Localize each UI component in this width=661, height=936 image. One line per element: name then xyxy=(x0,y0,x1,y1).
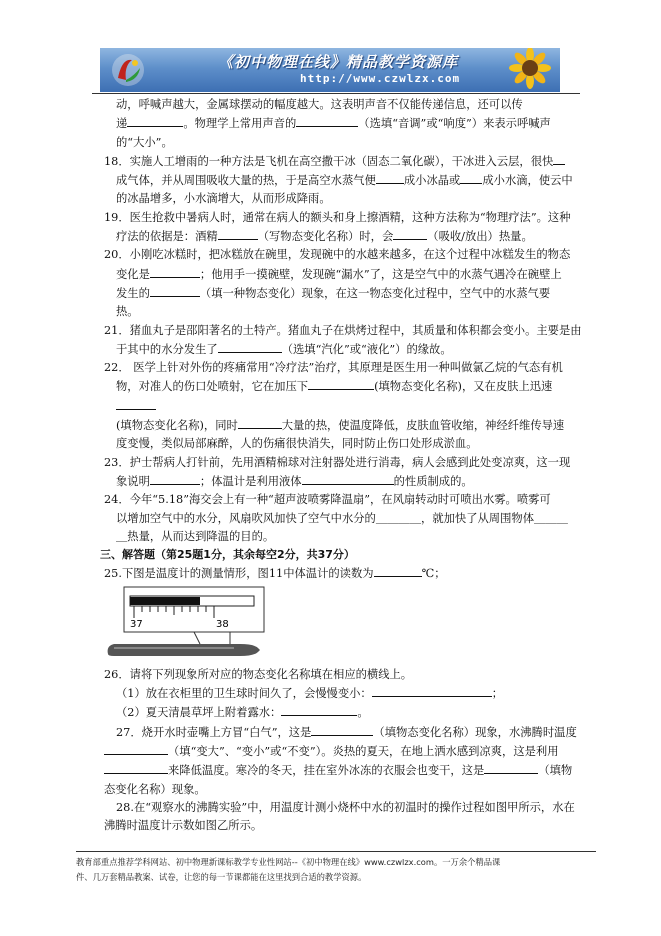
question-22: 22． 医学上针对外伤的疼痛常用“冷疗法”治疗，其原理是医生用一种叫做氯乙烷的气态有机 xyxy=(104,361,563,375)
question-27-cont xyxy=(104,742,582,761)
line-l3: 的“大小”。 xyxy=(116,135,173,149)
footer-line-2: 件、几万套精品教案、试卷，让您的每一节课都能在这里找到合适的教学资源。 xyxy=(76,872,367,882)
text: ℃； xyxy=(421,567,446,581)
answer-blank[interactable] xyxy=(150,284,200,297)
question-22-cont xyxy=(104,377,582,416)
question-24: 24．今年“5.18”海交会上有一种“超声波喷雾降温扇”，在风扇转动时可喷出水雾。喷雾可 xyxy=(104,493,551,507)
text: （吸收/放出）热量。 xyxy=(427,230,533,244)
text: （填一种物态变化）现象，在这一物态变化过程中，空气中的水蒸气要 xyxy=(199,286,551,300)
question-27-end: 态变化名称）现象。 xyxy=(104,782,206,796)
text: ；他用手一摸碗壁，发现碗“漏水”了，这是空气中的水蒸气遇冷在碗壁上 xyxy=(199,267,562,281)
question-18-end: 的冰晶增多，小水滴增大，从而形成降雨。 xyxy=(116,192,331,206)
text: 变化是 xyxy=(116,267,150,281)
scale-ticks xyxy=(134,606,214,618)
answer-blank[interactable] xyxy=(150,472,200,485)
header-banner xyxy=(100,48,560,92)
tick-label-37: 37 xyxy=(130,618,143,630)
text: (填物态变化名称)，同时 xyxy=(116,419,238,433)
question-20-end: 热。 xyxy=(116,305,139,319)
sunflower-icon xyxy=(500,48,556,92)
thermometer-drawing xyxy=(104,584,582,666)
thermometer-scale-box xyxy=(124,587,264,632)
answer-blank[interactable] xyxy=(238,416,282,429)
answer-blank[interactable] xyxy=(150,265,200,278)
text: ；体温计是利用液体 xyxy=(199,474,302,488)
question-26-2 xyxy=(104,703,582,722)
text: ； xyxy=(491,687,504,701)
question-20-cont2 xyxy=(104,284,582,303)
answer-blank[interactable] xyxy=(116,397,156,410)
question-20: 20．小刚吃冰糕时，把冰糕放在碗里，发现碗中的水越来越多，在这个过程中冰糕发生的物态 xyxy=(104,248,571,262)
question-22-end: 度变慢，类似局部麻醉，人的伤痛很快消失，同时防止伤口处形成淤血。 xyxy=(116,437,478,451)
answer-blank[interactable] xyxy=(281,703,357,716)
text: 疗法的依据是：酒精 xyxy=(116,230,218,244)
text: 递 xyxy=(116,117,128,131)
text: （填物态变化名称）现象，水沸腾时温度 xyxy=(373,725,577,739)
text: 27．烧开水时壶嘴上方冒“白气”，这是 xyxy=(116,725,312,739)
question-19: 19．医生抢救中暑病人时，通常在病人的额头和身上擦酒精，这种方法称为“物理疗法”。这种 xyxy=(104,210,571,224)
line-l1: 动，呼喊声越大，金属球摆动的幅度越大。这表明声音不仅能传递信息，还可以传 xyxy=(116,98,523,111)
text: 于其中的水分发生了 xyxy=(116,342,218,356)
text: 。 xyxy=(357,706,369,720)
question-28: 28.在“观察水的沸腾实验”中，用温度计测小烧杯中水的初温时的操作过程如图甲所示，水在 xyxy=(116,800,575,814)
question-24-end: ＿热量，从而达到降温的目的。 xyxy=(116,529,275,543)
question-19-cont xyxy=(104,227,582,246)
answer-blank[interactable] xyxy=(127,114,183,127)
question-20-cont xyxy=(104,265,582,284)
text: 18．实施人工增雨的一种方法是飞机在高空撒干冰（固态二氧化碳），干冰进入云层，很快 xyxy=(104,154,554,168)
footer-rule xyxy=(76,851,596,852)
section-3-heading: 三、解答题（第25题1分，其余每空2分，共37分） xyxy=(100,548,355,562)
thermometer-figure xyxy=(104,584,582,666)
text: （写物态变化名称）时，会 xyxy=(257,230,394,244)
leader-line xyxy=(194,632,200,644)
text: 。物理学上常用声音的 xyxy=(183,117,297,131)
question-18 xyxy=(104,152,582,171)
answer-blank[interactable] xyxy=(302,472,394,485)
answer-blank[interactable] xyxy=(460,171,482,184)
question-26: 26．请将下列现象所对应的物态变化名称填在相应的横线上。 xyxy=(104,667,413,681)
answer-blank[interactable] xyxy=(374,564,422,577)
text: 象说明 xyxy=(116,474,150,488)
text: 的性质制成的。 xyxy=(393,474,473,488)
question-27-cont2 xyxy=(104,761,582,780)
answer-blank[interactable] xyxy=(218,227,258,240)
answer-blank[interactable] xyxy=(311,723,373,736)
question-23: 23．护士帮病人打针前，先用酒精棉球对注射器处进行消毒，病人会感到此处变凉爽，这一现 xyxy=(104,455,571,469)
text: 成气体，并从周围吸收大量的热，于是高空水蒸气便 xyxy=(116,174,376,188)
question-25 xyxy=(104,564,582,583)
answer-blank[interactable] xyxy=(308,377,374,390)
text: 25.下图是温度计的测量情形，图11中体温计的读数为 xyxy=(104,567,374,581)
answer-blank[interactable] xyxy=(484,761,538,774)
text: （填物 xyxy=(538,764,573,778)
answer-blank[interactable] xyxy=(104,742,168,755)
answer-blank[interactable] xyxy=(376,171,404,184)
question-22-cont2 xyxy=(104,416,582,435)
text: 发生的 xyxy=(116,286,150,300)
tick-label-38: 38 xyxy=(216,618,229,630)
banner-url[interactable]: http://www.czwlzx.com xyxy=(300,72,461,85)
question-24-cont: 以增加空气中的水分，风扇吹风加快了空气中水分的＿＿＿＿，就加快了从周围物体＿＿＿ xyxy=(116,511,568,525)
question-23-cont xyxy=(104,472,582,491)
thermometer-body xyxy=(108,644,260,656)
answer-blank[interactable] xyxy=(218,340,282,353)
text: （选填“汽化”或“液化”）的缘故。 xyxy=(281,342,452,356)
text: 大量的热，使温度降低，皮肤血管收缩，神经纤维传导速 xyxy=(281,419,565,433)
text: 物，对准人的伤口处喷射，它在加压下 xyxy=(116,380,309,394)
question-26-1 xyxy=(104,684,582,703)
answer-blank[interactable] xyxy=(553,152,565,165)
header-rule xyxy=(92,93,580,94)
text: 成小冰晶或 xyxy=(403,174,461,188)
answer-blank[interactable] xyxy=(104,761,168,774)
answer-blank[interactable] xyxy=(296,114,358,127)
text: （选填“音调”或“响度”）来表示呼喊声 xyxy=(358,117,551,131)
text: (填物态变化名称)，又在皮肤上迅速 xyxy=(374,380,553,394)
answer-blank[interactable] xyxy=(372,684,492,697)
page-footer xyxy=(76,855,596,885)
question-18-cont xyxy=(104,171,582,190)
answer-blank[interactable] xyxy=(393,227,427,240)
question-27 xyxy=(104,723,582,742)
text: （1）放在衣柜里的卫生球时间久了，会慢慢变小： xyxy=(116,687,372,701)
banner-title: 《初中物理在线》精品教学资源库 xyxy=(218,53,459,71)
question-21-cont xyxy=(104,340,582,359)
text: 成小水滴，使云中 xyxy=(482,174,573,188)
text: （填“变大”、“变小”或“不变”）。炎热的夏天，在地上洒水感到凉爽，这是利用 xyxy=(168,744,559,758)
line-l2 xyxy=(104,114,582,133)
text: 来降低温度。寒冷的冬天，挂在室外冰冻的衣服会也变干，这是 xyxy=(168,764,485,778)
mercury-column xyxy=(130,597,200,605)
site-logo-icon xyxy=(108,52,148,88)
text: （2）夏天清晨草坪上附着露水： xyxy=(116,706,282,720)
question-28-cont: 沸腾时温度计示数如图乙所示。 xyxy=(104,819,263,833)
footer-line-1: 教育部重点推荐学科网站、初中物理新课标教学专业性网站--《初中物理在线》www.czwlzx.com。一万余个精品课 xyxy=(76,857,501,867)
document-body xyxy=(100,96,582,835)
question-21: 21．猪血丸子是邵阳著名的土特产。猪血丸子在烘烤过程中，其质量和体积都会变小。主要是由 xyxy=(104,323,582,337)
